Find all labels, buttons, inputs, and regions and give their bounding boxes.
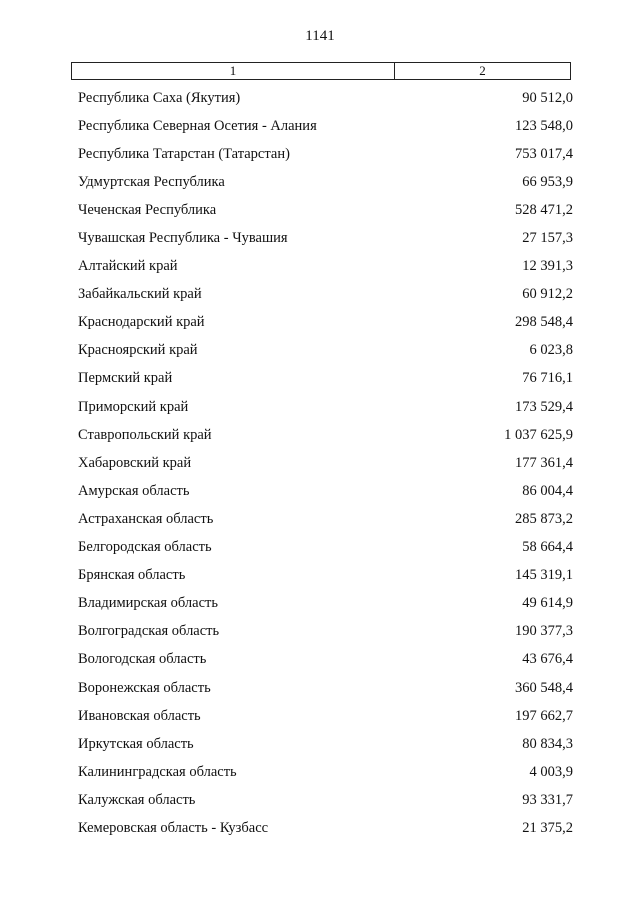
table-row <box>78 758 573 786</box>
region-value: 285 873,2 <box>515 510 573 527</box>
header-column-2: 2 <box>479 63 486 78</box>
region-name: Алтайский край <box>78 258 178 275</box>
region-value: 12 391,3 <box>522 258 573 275</box>
table-row <box>78 702 573 730</box>
region-name: Чеченская Республика <box>78 201 217 218</box>
region-value: 298 548,4 <box>515 314 573 331</box>
region-value: 27 157,3 <box>522 230 573 247</box>
region-name: Калининградская область <box>78 763 237 780</box>
table-row <box>78 421 573 449</box>
table-row <box>78 590 573 618</box>
region-value: 123 548,0 <box>515 117 573 134</box>
region-value: 197 662,7 <box>515 707 573 724</box>
region-value: 66 953,9 <box>522 173 573 190</box>
table-row <box>78 337 573 365</box>
region-name: Волгоградская область <box>78 623 220 640</box>
page-number: 1141 <box>305 28 335 44</box>
region-name: Ставропольский край <box>78 426 212 443</box>
region-value: 86 004,4 <box>522 482 573 499</box>
table-row <box>78 196 573 224</box>
region-value: 90 512,0 <box>522 89 573 106</box>
table-row <box>78 786 573 814</box>
region-value: 1 037 625,9 <box>504 426 573 443</box>
table-row <box>78 112 573 140</box>
region-name: Приморский край <box>78 398 189 415</box>
region-value: 528 471,2 <box>515 201 573 218</box>
region-name: Вологодская область <box>78 651 207 668</box>
table-row <box>78 814 573 842</box>
table-row <box>78 618 573 646</box>
region-value: 21 375,2 <box>522 819 573 836</box>
region-value: 173 529,4 <box>515 398 573 415</box>
region-name: Пермский край <box>78 370 173 387</box>
table-row <box>78 505 573 533</box>
region-value: 177 361,4 <box>515 454 573 471</box>
region-name: Воронежская область <box>78 679 211 696</box>
region-name: Ивановская область <box>78 707 201 724</box>
table-row <box>78 646 573 674</box>
table-body <box>78 84 573 843</box>
region-name: Амурская область <box>78 482 190 499</box>
region-value: 145 319,1 <box>515 567 573 584</box>
table-row <box>78 449 573 477</box>
header-column-1: 1 <box>72 63 395 79</box>
region-value: 76 716,1 <box>522 370 573 387</box>
table-header <box>71 62 571 80</box>
region-name: Кемеровская область - Кузбасс <box>78 819 269 836</box>
region-name: Республика Саха (Якутия) <box>78 89 241 106</box>
region-value: 49 614,9 <box>522 595 573 612</box>
region-value: 60 912,2 <box>522 286 573 303</box>
table-row <box>78 562 573 590</box>
region-name: Республика Северная Осетия - Алания <box>78 117 317 134</box>
region-name: Чувашская Республика - Чувашия <box>78 230 288 247</box>
region-name: Иркутская область <box>78 735 194 752</box>
region-name: Республика Татарстан (Татарстан) <box>78 145 290 162</box>
table-row <box>78 674 573 702</box>
region-value: 43 676,4 <box>522 651 573 668</box>
region-name: Краснодарский край <box>78 314 205 331</box>
region-value: 190 377,3 <box>515 623 573 640</box>
table-row <box>78 84 573 112</box>
table-row <box>78 253 573 281</box>
table-row <box>78 365 573 393</box>
region-name: Владимирская область <box>78 595 218 612</box>
region-value: 58 664,4 <box>522 539 573 556</box>
table-row <box>78 477 573 505</box>
region-value: 360 548,4 <box>515 679 573 696</box>
region-name: Красноярский край <box>78 342 198 359</box>
table-row <box>78 140 573 168</box>
table-row <box>78 309 573 337</box>
region-name: Брянская область <box>78 567 186 584</box>
region-value: 6 023,8 <box>529 342 573 359</box>
region-name: Астраханская область <box>78 510 214 527</box>
region-name: Калужская область <box>78 791 196 808</box>
region-value: 80 834,3 <box>522 735 573 752</box>
region-value: 753 017,4 <box>515 145 573 162</box>
region-name: Белгородская область <box>78 539 212 556</box>
region-name: Забайкальский край <box>78 286 202 303</box>
table-row <box>78 393 573 421</box>
table-row <box>78 281 573 309</box>
table-row <box>78 168 573 196</box>
region-name: Удмуртская Республика <box>78 173 225 190</box>
region-value: 93 331,7 <box>522 791 573 808</box>
table-row <box>78 730 573 758</box>
region-value: 4 003,9 <box>529 763 573 780</box>
table-row <box>78 224 573 252</box>
table-row <box>78 534 573 562</box>
region-name: Хабаровский край <box>78 454 192 471</box>
